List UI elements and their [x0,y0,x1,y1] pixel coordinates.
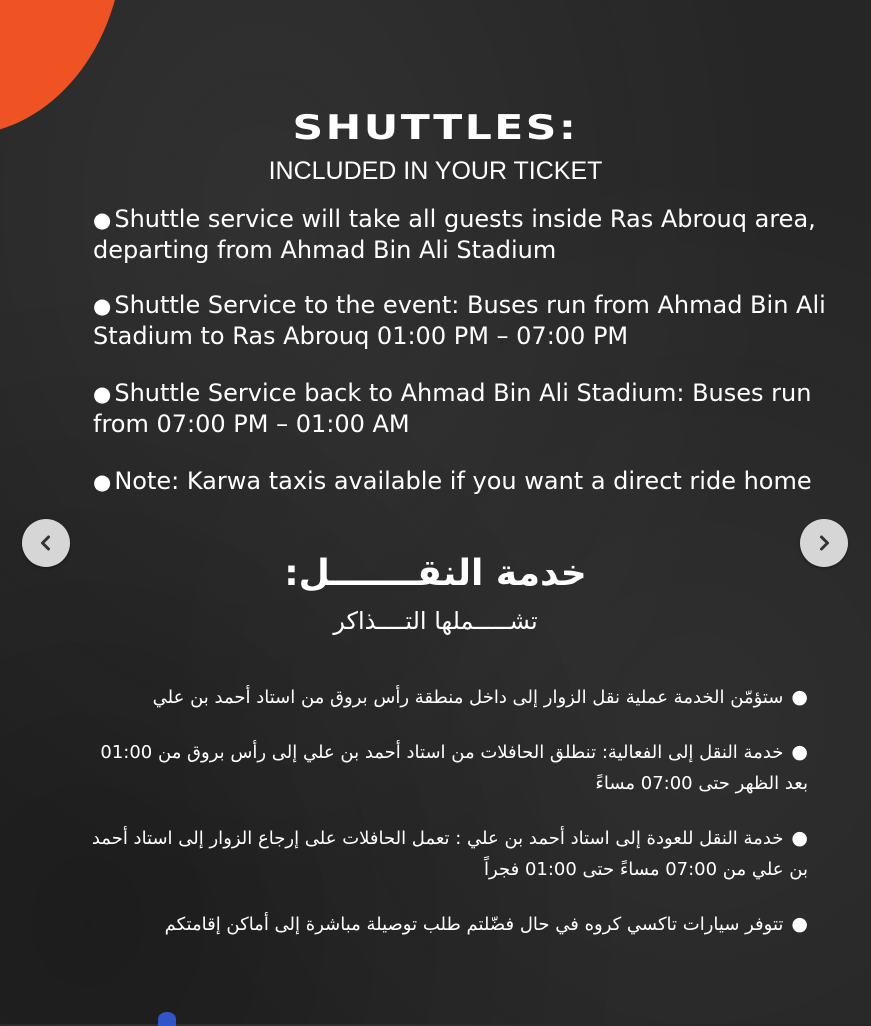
english-list-item [93,204,838,265]
bullet-icon: ● [791,686,808,708]
bullet-icon: ● [93,382,112,406]
bullet-icon: ● [93,294,112,318]
arabic-shuttle-list [80,682,808,964]
arabic-item-text: ستؤمّن الخدمة عملية نقل الزوار إلى داخل منطقة رأس بروق من استاد أحمد بن علي [152,687,784,708]
english-item-text: Shuttle Service to the event: Buses run from Ahmad Bin Ali Stadium to Ras Abrouq 01:00 PM – 07:00 PM [93,291,826,350]
arabic-item-text: خدمة النقل للعودة إلى استاد أحمد بن علي : تعمل الحافلات على إرجاع الزوار إلى استاد أحمد بن علي من 07:00 مساءً حتى 01:00 فجراً [91,828,808,880]
english-list-item [93,290,838,351]
arabic-list-item [80,682,808,713]
english-item-text: Note: Karwa taxis available if you want a direct ride home [114,467,812,495]
bullet-icon: ● [791,741,808,763]
english-title: SHUTTLES: [292,108,579,148]
bullet-icon: ● [93,470,112,494]
arabic-title: خدمة النقـــــــل: [284,553,587,594]
arabic-list-item [80,737,808,799]
english-item-text: Shuttle Service back to Ahmad Bin Ali Stadium: Buses run from 07:00 PM – 01:00 AM [93,379,812,438]
chevron-left-icon [36,533,56,553]
bullet-icon: ● [93,208,112,232]
english-item-text: Shuttle service will take all guests inside Ras Abrouq area, departing from Ahmad Bin Ali Stadium [93,205,816,264]
arabic-subtitle: تشـــــملها التــــذاكر [333,607,538,635]
english-list-item [93,378,838,439]
arabic-item-text: خدمة النقل إلى الفعالية: تنطلق الحافلات من استاد أحمد بن علي إلى رأس بروق من 01:00 بعد الظهر حتى 07:00 مساءً [100,742,808,794]
chevron-right-icon [814,533,834,553]
english-shuttle-list [93,204,838,524]
bullet-icon: ● [791,913,808,935]
arabic-list-item [80,909,808,940]
english-list-item [93,466,838,497]
bullet-icon: ● [791,827,808,849]
arabic-list-item [80,823,808,885]
arabic-item-text: تتوفر سيارات تاكسي كروه في حال فضّلتم طلب توصيلة مباشرة إلى أماكن إقامتكم [164,914,784,935]
english-subtitle: INCLUDED IN YOUR TICKET [268,157,603,185]
